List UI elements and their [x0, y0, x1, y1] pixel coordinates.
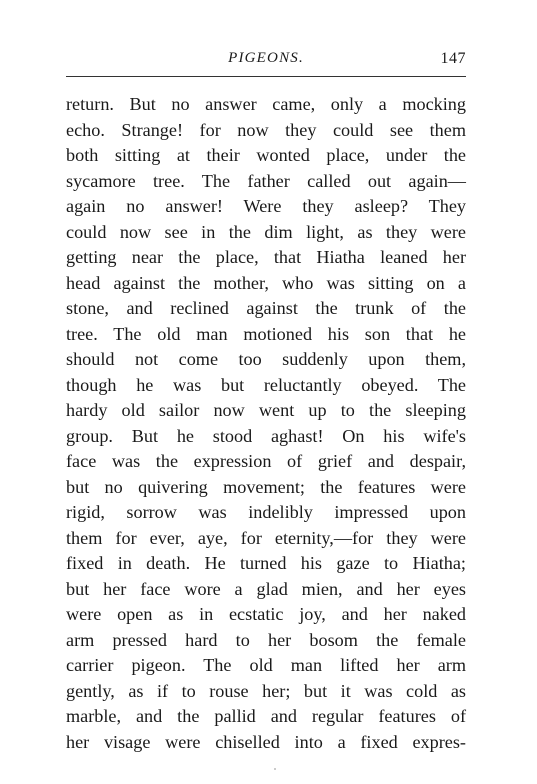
text-line: again no answer! Were they asleep? They — [66, 196, 466, 216]
text-line: face was the expression of grief and despair, — [66, 451, 466, 471]
body-text — [66, 92, 466, 755]
text-line: were open as in ecstatic joy, and her naked — [66, 604, 466, 624]
page-header — [66, 48, 466, 74]
text-line: fixed in death. He turned his gaze to Hiatha; — [66, 553, 466, 573]
text-line: them for ever, aye, for eternity,—for they were — [66, 527, 466, 548]
text-line: hardy old sailor now went up to the sleeping — [66, 400, 466, 420]
text-line: but her face wore a glad mien, and her eyes — [66, 578, 466, 599]
text-line: her visage were chiselled into a fixed expres- — [66, 731, 466, 752]
text-line: should not come too suddenly upon them, — [66, 349, 466, 369]
text-line: getting near the place, that Hiatha leaned her — [66, 247, 466, 267]
text-line: arm pressed hard to her bosom the female — [66, 629, 466, 650]
print-speck — [274, 768, 276, 770]
text-line: carrier pigeon. The old man lifted her arm — [66, 655, 466, 675]
text-line: could now see in the dim light, as they were — [66, 221, 466, 242]
text-line: rigid, sorrow was indelibly impressed upon — [66, 502, 466, 522]
text-line: sycamore tree. The father called out again— — [66, 170, 466, 191]
text-line: head against the mother, who was sitting on a — [66, 272, 466, 293]
text-line: echo. Strange! for now they could see them — [66, 119, 466, 140]
running-head: PIGEONS. — [228, 50, 304, 66]
text-line: gently, as if to rouse her; but it was cold as — [66, 680, 466, 701]
header-rule — [66, 76, 466, 77]
text-line: tree. The old man motioned his son that he — [66, 323, 466, 344]
text-line: marble, and the pallid and regular features of — [66, 706, 466, 726]
text-line: return. But no answer came, only a mocking — [66, 94, 466, 114]
text-line: though he was but reluctantly obeyed. The — [66, 374, 466, 395]
page-number: 147 — [440, 50, 466, 67]
text-line: stone, and reclined against the trunk of the — [66, 298, 466, 318]
text-line: but no quivering movement; the features were — [66, 476, 466, 497]
text-line: both sitting at their wonted place, under the — [66, 145, 466, 165]
text-line: group. But he stood aghast! On his wife's — [66, 425, 466, 446]
